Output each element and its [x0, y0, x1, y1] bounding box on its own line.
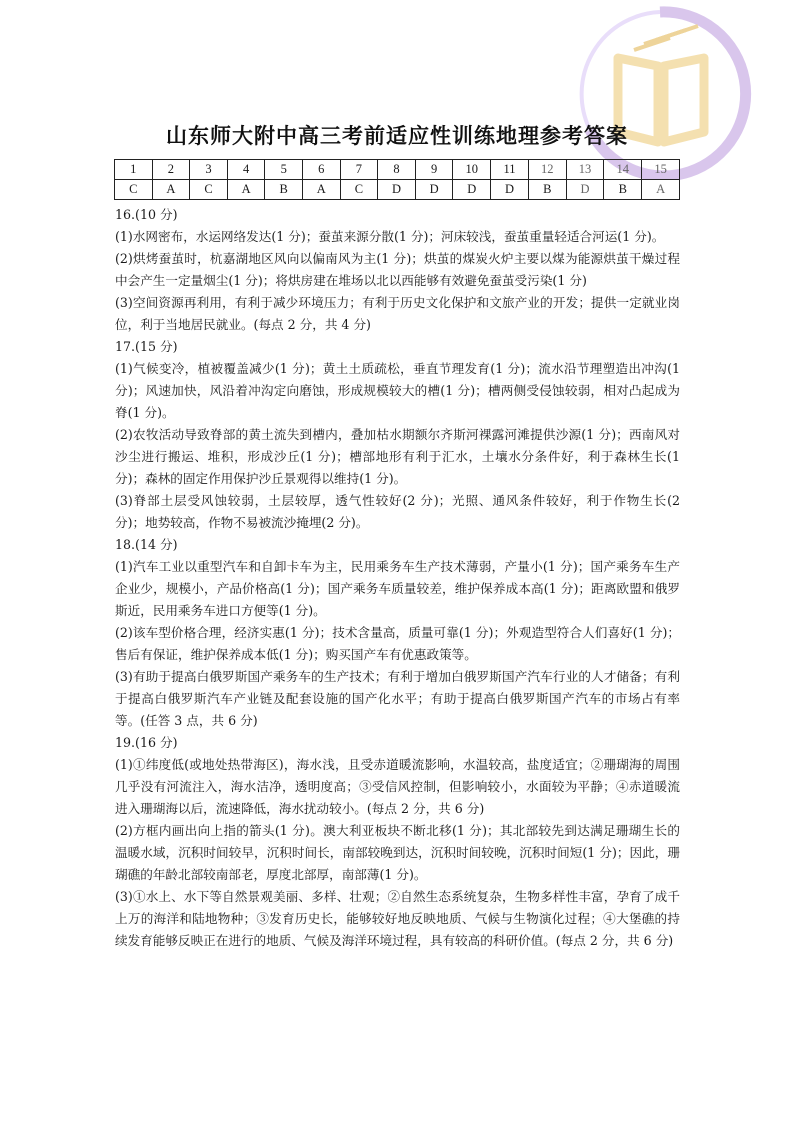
answer-cell: B: [604, 180, 642, 200]
question-number-cell: 3: [190, 160, 228, 180]
answer-table-answer-row: [115, 180, 680, 200]
answer-cell: D: [453, 180, 491, 200]
question-number-cell: 9: [415, 160, 453, 180]
page-title: 山东师大附中高三考前适应性训练地理参考答案: [166, 123, 628, 148]
answer-cell: A: [227, 180, 265, 200]
answer-paragraph: (1)气候变冷，植被覆盖减少(1 分)；黄土土质疏松，垂直节理发育(1 分)；流水沿节理塑造出冲沟(1 分)；风速加快，风沿着冲沟定向磨蚀，形成规模较大的槽(1 分)；槽两侧受侵蚀较弱，相对凸起成为脊(1 分)。: [115, 361, 680, 420]
question-heading: 19.(16 分): [115, 735, 178, 750]
question-number-cell: 11: [491, 160, 529, 180]
answer-cell: D: [491, 180, 529, 200]
answer-cell: D: [378, 180, 416, 200]
answer-cell: C: [190, 180, 228, 200]
answer-paragraph: (3)①水上、水下等自然景观美丽、多样、壮观；②自然生态系统复杂，生物多样性丰富，孕育了成千上万的海洋和陆地物种；③发育历史长，能够较好地反映地质、气候与生物演化过程；④大堡礁的持续发育能够反映正在进行的地质、气候及海洋环境过程，具有较高的科研价值。(每点 2 分，共 6 分): [115, 889, 680, 948]
question-heading: 16.(10 分): [115, 207, 178, 222]
answer-cell: B: [528, 180, 566, 200]
question-heading: 17.(15 分): [115, 339, 178, 354]
answer-cell: C: [115, 180, 153, 200]
question-number-cell: 8: [378, 160, 416, 180]
question-number-cell: 14: [604, 160, 642, 180]
answer-paragraph: (3)脊部土层受风蚀较弱，土层较厚，透气性较好(2 分)；光照、通风条件较好，利于作物生长(2 分)；地势较高，作物不易被流沙掩埋(2 分)。: [115, 493, 680, 530]
question-number-cell: 4: [227, 160, 265, 180]
question-number-cell: 12: [528, 160, 566, 180]
question-number-cell: 7: [340, 160, 378, 180]
answer-cell: D: [566, 180, 604, 200]
answer-paragraph: (3)空间资源再利用，有利于减少环境压力；有利于历史文化保护和文旅产业的开发；提供一定就业岗位，利于当地居民就业。(每点 2 分，共 4 分): [115, 295, 680, 332]
answer-paragraph: (2)烘烤蚕茧时，杭嘉湖地区风向以偏南风为主(1 分)；烘茧的煤炭火炉主要以煤为能源烘茧干燥过程中会产生一定量烟尘(1 分)；将烘房建在堆场以北以西能够有效避免蚕茧受污染(1 分): [115, 251, 680, 288]
answer-paragraph: (1)汽车工业以重型汽车和自卸卡车为主，民用乘务车生产技术薄弱，产量小(1 分)；国产乘务车生产企业少，规模小，产品价格高(1 分)；国产乘务车质量较差，维护保养成本高(1 分)；距离欧盟和俄罗斯近，民用乘务车进口方便等(1 分)。: [115, 559, 680, 618]
answer-content: [115, 204, 680, 952]
answer-paragraph: (2)方框内画出向上指的箭头(1 分)。澳大利亚板块不断北移(1 分)；其北部较先到达满足珊瑚生长的温暖水域，沉积时间较早，沉积时间长，南部较晚到达，沉积时间较晚，沉积时间短(1 分)；因此，珊瑚礁的年龄北部较南部老，厚度北部厚，南部薄(1 分)。: [115, 823, 680, 882]
answer-cell: B: [265, 180, 303, 200]
answer-cell: A: [642, 180, 680, 200]
answer-paragraph: (3)有助于提高白俄罗斯国产乘务车的生产技术；有利于增加白俄罗斯国产汽车行业的人才储备；有利于提高白俄罗斯汽车产业链及配套设施的国产化水平；有助于提高白俄罗斯国产汽车的市场占有率等。(任答 3 点，共 6 分): [115, 669, 680, 728]
question-number-cell: 13: [566, 160, 604, 180]
answer-cell: A: [303, 180, 341, 200]
answer-paragraph: (2)该车型价格合理，经济实惠(1 分)；技术含量高，质量可靠(1 分)；外观造型符合人们喜好(1 分)；售后有保证，维护保养成本低(1 分)；购买国产车有优惠政策等。: [115, 625, 680, 662]
answer-paragraph: (1)水网密布，水运网络发达(1 分)；蚕茧来源分散(1 分)；河床较浅，蚕茧重量轻适合河运(1 分)。: [115, 229, 665, 244]
answer-table: [114, 159, 680, 200]
question-number-cell: 5: [265, 160, 303, 180]
answer-cell: D: [415, 180, 453, 200]
answer-paragraph: (2)农牧活动导致脊部的黄土流失到槽内，叠加枯水期额尔齐斯河裸露河滩提供沙源(1 分)；西南风对沙尘进行搬运、堆积，形成沙丘(1 分)；槽部地形有利于汇水，土壤水分条件好，利于森林生长(1 分)；森林的固定作用保护沙丘景观得以维持(1 分)。: [115, 427, 680, 486]
question-number-cell: 1: [115, 160, 153, 180]
question-number-cell: 15: [642, 160, 680, 180]
answer-cell: C: [340, 180, 378, 200]
answer-paragraph: (1)①纬度低(或地处热带海区)，海水浅，且受赤道暖流影响，水温较高，盐度适宜；②珊瑚海的周围几乎没有河流注入，海水洁净，透明度高；③受信风控制，但影响较小，水面较为平静；④赤道暖流进入珊瑚海以后，流速降低，海水扰动较小。(每点 2 分，共 6 分): [115, 757, 680, 816]
school-logo-watermark: [560, 0, 760, 180]
answer-cell: A: [152, 180, 190, 200]
question-number-cell: 2: [152, 160, 190, 180]
question-number-cell: 6: [303, 160, 341, 180]
answer-table-number-row: [115, 160, 680, 180]
question-heading: 18.(14 分): [115, 537, 178, 552]
question-number-cell: 10: [453, 160, 491, 180]
